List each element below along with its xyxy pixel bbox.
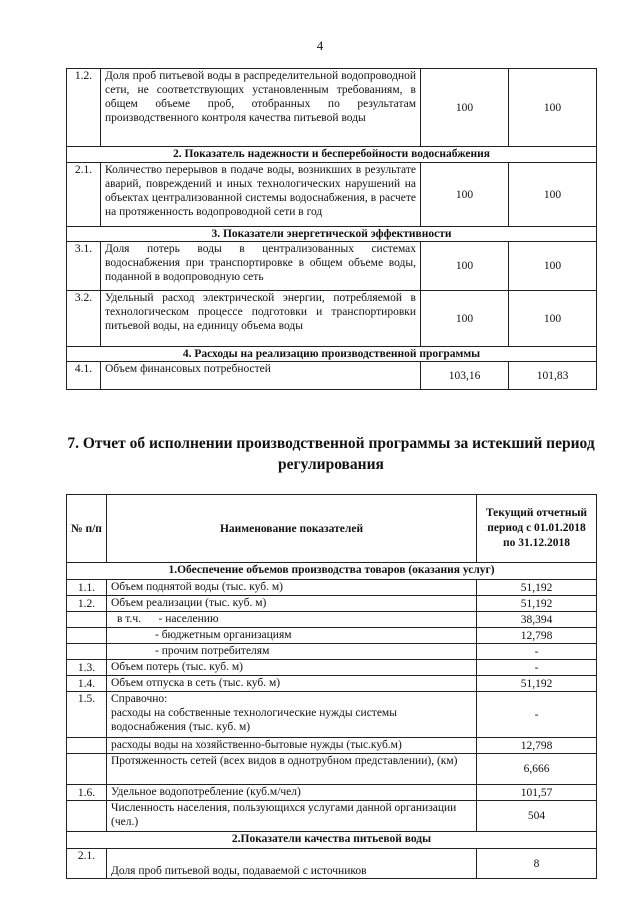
row-value: -: [477, 660, 597, 676]
row-value-2: 100: [509, 69, 597, 147]
row-number: 1.5.: [67, 692, 107, 738]
table-row: [67, 628, 597, 644]
section-title: 1.Обеспечение объемов производства товаров (оказания услуг): [67, 563, 597, 580]
table-row: [67, 738, 597, 754]
row-value-1: 103,16: [421, 362, 509, 390]
col-name-header: Наименование показателей: [107, 495, 477, 563]
row-number: 1.4.: [67, 676, 107, 692]
row-number: [67, 801, 107, 832]
row-value: 12,798: [477, 628, 597, 644]
row-name: - прочим потребителям: [107, 644, 477, 660]
section-title: 2. Показатель надежности и бесперебойности водоснабжения: [67, 147, 597, 163]
col-value-header: Текущий отчетный период с 01.01.2018 по 31.12.2018: [477, 495, 597, 563]
table-row: [67, 580, 597, 596]
row-value: 12,798: [477, 738, 597, 754]
row-number: 1.2.: [67, 596, 107, 612]
row-number: 1.1.: [67, 580, 107, 596]
page-number: 4: [316, 38, 324, 53]
section-row: [67, 347, 597, 362]
table-row: [67, 362, 597, 390]
row-text: Объем финансовых потребностей: [101, 362, 421, 390]
row-label: Справочно:: [111, 693, 168, 705]
table-row: [67, 849, 597, 879]
row-number: 1.3.: [67, 660, 107, 676]
section-row: [67, 147, 597, 163]
row-name: Численность населения, пользующихся услугами данной организации (чел.): [107, 801, 477, 832]
row-value: 51,192: [477, 676, 597, 692]
section-title: 2.Показатели качества питьевой воды: [67, 832, 597, 849]
row-name: - населению: [155, 612, 477, 628]
table-row: [67, 660, 597, 676]
section-7-title: 7. Отчет об исполнении производственной программы за истекший период регулирования: [67, 435, 595, 473]
section-title: 3. Показатели энергетической эффективности: [67, 227, 597, 242]
row-name: - бюджетным организациям: [107, 628, 477, 644]
row-value: 101,57: [477, 785, 597, 801]
indicators-table: [66, 68, 597, 390]
row-number: [67, 612, 107, 628]
row-text: Удельный расход электрической энергии, потребляемой в технологическом процессе подготовки и транспортировки питьевой воды, на единицу объема воды: [101, 291, 421, 347]
section-row: [67, 227, 597, 242]
row-name: Объем отпуска в сеть (тыс. куб. м): [107, 676, 477, 692]
table-row: [67, 242, 597, 291]
table-row: [67, 612, 597, 628]
row-number: 3.2.: [67, 291, 101, 347]
row-value: -: [477, 644, 597, 660]
row-value-2: 100: [509, 242, 597, 291]
row-number: 4.1.: [67, 362, 101, 390]
row-value: -: [477, 692, 597, 738]
table-row: [67, 754, 597, 785]
row-value-1: 100: [421, 291, 509, 347]
row-text: Доля потерь воды в централизованных системах водоснабжения при транспортировке в общем объеме воды, поданной в водопроводную сеть: [101, 242, 421, 291]
row-number: [67, 644, 107, 660]
section-title: 4. Расходы на реализацию производственной программы: [67, 347, 597, 362]
row-text: Количество перерывов в подаче воды, возникших в результате аварий, повреждений и иных технологических нарушений на объектах централизованной системы водоснабжения, в расчете на протяженность водопроводной сети в год: [101, 163, 421, 227]
table-row: [67, 163, 597, 227]
row-name: расходы воды на хозяйственно-бытовые нужды (тыс.куб.м): [107, 738, 477, 754]
row-value: 38,394: [477, 612, 597, 628]
table-row: [67, 69, 597, 147]
row-number: 2.1.: [67, 849, 107, 879]
row-number: 2.1.: [67, 163, 101, 227]
row-value-2: 100: [509, 163, 597, 227]
row-number: [67, 628, 107, 644]
section-row: [67, 563, 597, 580]
row-name: [107, 692, 477, 738]
row-value: 504: [477, 801, 597, 832]
col-num-header: № п/п: [67, 495, 107, 563]
row-number: [67, 738, 107, 754]
table-row: [67, 785, 597, 801]
table-row: [67, 644, 597, 660]
table-row: [67, 692, 597, 738]
row-name: Объем потерь (тыс. куб. м): [107, 660, 477, 676]
table-row: [67, 596, 597, 612]
row-value-1: 100: [421, 242, 509, 291]
table-row: [67, 676, 597, 692]
row-name: Удельное водопотребление (куб.м/чел): [107, 785, 477, 801]
row-value: 51,192: [477, 580, 597, 596]
row-prefix: в т.ч.: [107, 612, 155, 628]
row-text: Доля проб питьевой воды в распределительной водопроводной сети, не соответствующих установленным требованиям, в общем объеме проб, отобранных по результатам производственного контроля качества питьевой воды: [101, 69, 421, 147]
row-number: [67, 754, 107, 785]
row-name: Доля проб питьевой воды, подаваемой с источников: [107, 849, 477, 879]
row-value-1: 100: [421, 69, 509, 147]
row-name: Объем реализации (тыс. куб. м): [107, 596, 477, 612]
row-value: 8: [477, 849, 597, 879]
row-value: 6,666: [477, 754, 597, 785]
row-value-1: 100: [421, 163, 509, 227]
row-name: Протяженность сетей (всех видов в однотрубном представлении), (км): [107, 754, 477, 785]
row-text: расходы на собственные технологические нужды системы водоснабжения (тыс. куб. м): [111, 707, 397, 733]
row-value: 51,192: [477, 596, 597, 612]
row-number: 1.6.: [67, 785, 107, 801]
row-number: 3.1.: [67, 242, 101, 291]
row-value-2: 100: [509, 291, 597, 347]
table-row: [67, 801, 597, 832]
table-row: [67, 291, 597, 347]
section-row: [67, 832, 597, 849]
row-value-2: 101,83: [509, 362, 597, 390]
row-number: 1.2.: [67, 69, 101, 147]
report-table: [66, 494, 597, 879]
table-header-row: [67, 495, 597, 563]
row-name: Объем поднятой воды (тыс. куб. м): [107, 580, 477, 596]
